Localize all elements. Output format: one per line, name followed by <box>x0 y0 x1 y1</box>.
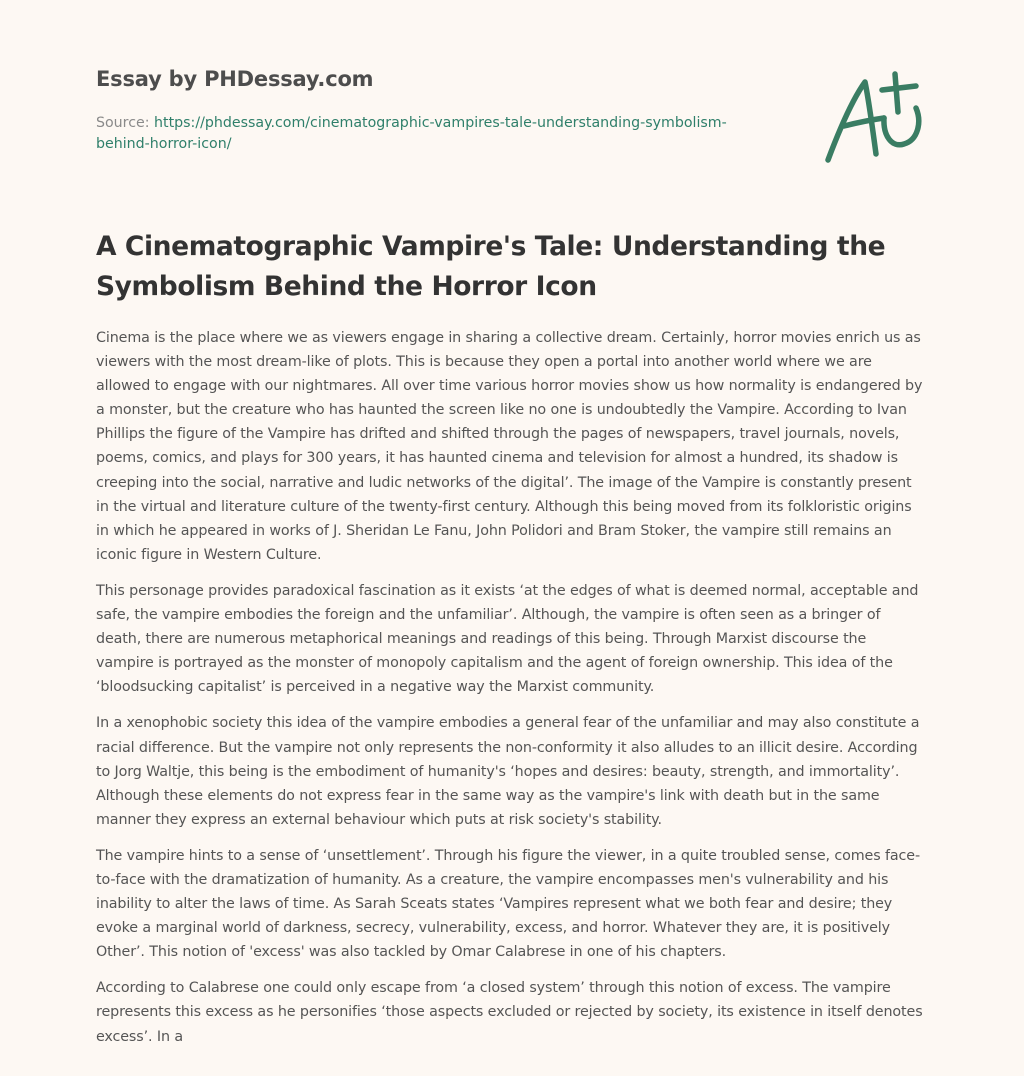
source-link[interactable]: https://phdessay.com/cinematographic-vampires-tale-understanding-symbolism-behind-horror-icon/ <box>96 115 727 152</box>
essay-paragraph: Cinema is the place where we as viewers engage in sharing a collective dream. Certainly, horror movies enrich us as viewers with the most dream-like of plots. This is because they open a portal into another world where we are allowed to engage with our nightmares. All over time various horror movies show us how normality is endangered by a monster, but the creature who has haunted the screen like no one is undoubtedly the Vampire. According to Ivan Phillips the figure of the Vampire has drifted and shifted through the pages of newspapers, travel journals, novels, poems, comics, and plays for 300 years, it has haunted cinema and television for almost a hundred, its shadow is creeping into the social, narrative and ludic networks of the digital’. The image of the Vampire is constantly present in the virtual and literature culture of the twenty-first century. Although this being moved from its folkloristic origins in which he appeared in works of J. Sheridan Le Fanu, John Polidori and Bram Stoker, the vampire still remains an iconic figure in Western Culture. <box>96 330 923 563</box>
site-brand: Essay by PHDessay.com <box>96 67 374 91</box>
essay-title: A Cinematographic Vampire's Tale: Understanding the Symbolism Behind the Horror Icon <box>96 231 886 302</box>
source-label: Source: <box>96 115 155 131</box>
source-line <box>96 113 776 155</box>
essay-paragraph: The vampire hints to a sense of ‘unsettlement’. Through his figure the viewer, in a quite troubled sense, comes face-to-face with the dramatization of humanity. As a creature, the vampire encompasses men's vulnerability and his inability to alter the laws of time. As Sarah Sceats states ‘Vampires represent what we both fear and desire; they evoke a marginal world of darkness, secrecy, vulnerability, excess, and horror. Whatever they are, it is positively Other’. This notion of 'excess' was also tackled by Omar Calabrese in one of his chapters. <box>96 847 920 961</box>
essay-paragraph: This personage provides paradoxical fascination as it exists ‘at the edges of what is deemed normal, acceptable and safe, the vampire embodies the foreign and the unfamiliar’. Although, the vampire is often seen as a bringer of death, there are numerous metaphorical meanings and readings of this being. Through Marxist discourse the vampire is portrayed as the monster of monopoly capitalism and the agent of foreign ownership. This idea of the ‘bloodsucking capitalist’ is perceived in a negative way the Marxist community. <box>96 582 919 696</box>
essay-paragraph: In a xenophobic society this idea of the vampire embodies a general fear of the unfamiliar and may also constitute a racial difference. But the vampire not only represents the non-conformity it also alludes to an illicit desire. According to Jorg Waltje, this being is the embodiment of humanity's ‘hopes and desires: beauty, strength, and immortality’. Although these elements do not express fear in the same way as the vampire's link with death but in the same manner they express an external behaviour which puts at risk society's stability. <box>96 715 920 828</box>
essay-body <box>96 326 928 1061</box>
a-plus-grade-icon <box>824 66 928 166</box>
essay-paragraph: According to Calabrese one could only escape from ‘a closed system’ through this notion of excess. The vampire represents this excess as he personifies ‘those aspects excluded or rejected by society, its existence in itself denotes excess’. In a <box>96 980 923 1045</box>
